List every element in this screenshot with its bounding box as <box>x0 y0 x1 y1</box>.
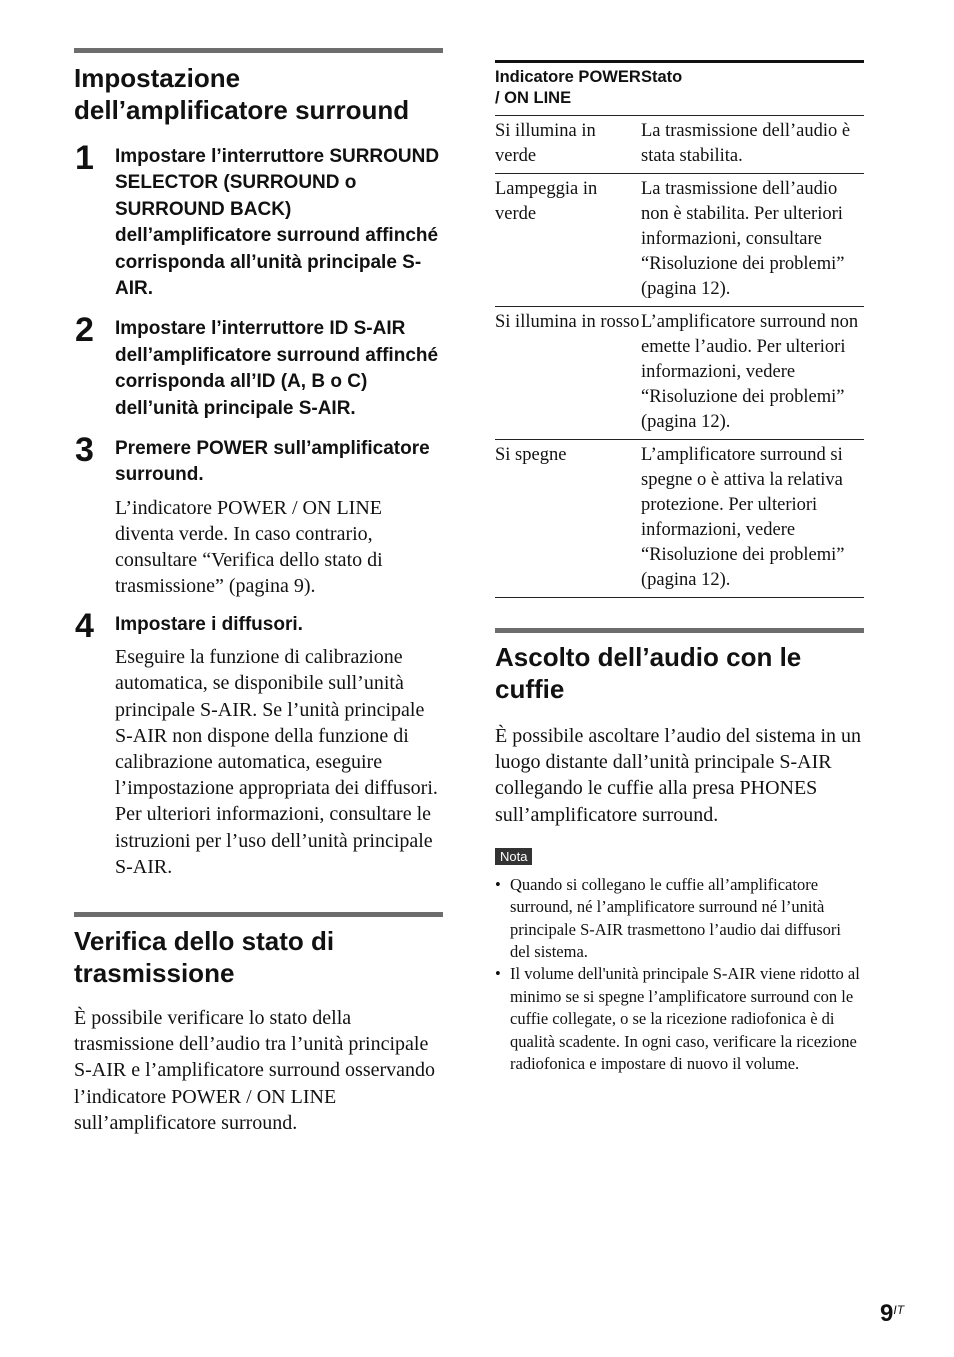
status-cell: La trasmissione dell’audio non è stabilita. Per ulteriori informazioni, consultare “Risoluzione dei problemi” (pagina 12). <box>641 179 845 299</box>
table-row <box>495 116 864 174</box>
list-item <box>495 874 864 964</box>
step-instruction: Premere POWER sull’amplificatore surround. <box>115 438 430 486</box>
section-title-setup: Impostazione dell’amplificatore surround <box>74 63 410 125</box>
note-badge: Nota <box>495 848 532 865</box>
left-column <box>74 48 443 1136</box>
note-block <box>495 848 864 1076</box>
table-row <box>495 440 864 598</box>
section-title-headphones: Ascolto dell’audio con le cuffie <box>495 642 802 704</box>
step-description: L’indicatore POWER / ON LINE diventa verde. In caso contrario, consultare “Verifica dello stato di trasmissione” (pagina 9). <box>115 496 383 598</box>
indicator-cell: Si illumina in rosso <box>495 312 640 332</box>
step-instruction: Impostare l’interruttore ID S-AIR dell’amplificatore surround affinché corrisponda all’ID (A, B o C) dell’unità principale S-AIR. <box>115 318 439 419</box>
column-header-indicator: Indicatore POWER / ON LINE <box>495 68 641 107</box>
step-2 <box>74 312 443 422</box>
page-number <box>880 1300 904 1328</box>
step-number: 2 <box>75 311 94 350</box>
table-row <box>495 174 864 307</box>
step-instruction: Impostare i diffusori. <box>115 613 303 635</box>
status-cell: La trasmissione dell’audio è stata stabilita. <box>641 121 851 166</box>
bullet-icon: • <box>495 874 501 894</box>
step-3 <box>74 432 443 600</box>
right-column <box>495 60 864 1075</box>
verify-description: È possibile verificare lo stato della trasmissione dell’audio tra l’unità principale S-AIR e l’amplificatore surround osservando l’indicatore POWER / ON LINE sull’amplificatore surround. <box>74 1006 436 1134</box>
step-number: 1 <box>75 139 94 177</box>
step-4 <box>74 608 443 880</box>
status-table <box>495 60 864 598</box>
section-title-verify: Verifica dello stato di trasmissione <box>74 925 335 988</box>
table-row <box>495 307 864 440</box>
step-instruction: Impostare l’interruttore SURROUND SELECTOR (SURROUND o SURROUND BACK) dell’amplificatore surround affinché corrisponda all’unità principale S-AIR. <box>115 146 440 300</box>
table-header-row <box>495 62 864 116</box>
status-cell: L’amplificatore surround si spegne o è attiva la relativa protezione. Per ulteriori informazioni, vedere “Risoluzione dei problemi” (pagina 12). <box>641 445 845 590</box>
indicator-cell: Si illumina in verde <box>495 121 596 166</box>
note-list <box>495 874 864 1076</box>
status-cell: L’amplificatore surround non emette l’audio. Per ulteriori informazioni, vedere “Risoluzione dei problemi” (pagina 12). <box>641 312 859 432</box>
step-number: 4 <box>75 606 94 645</box>
note-text: Quando si collegano le cuffie all’amplificatore surround, né l’amplificatore surround né l’unità principale S-AIR trasmettono l’audio dai diffusori del sistema. <box>510 874 841 962</box>
indicator-cell: Lampeggia in verde <box>495 179 598 224</box>
column-header-status: Stato <box>641 68 683 86</box>
page-language-suffix: IT <box>893 1303 905 1317</box>
step-number: 3 <box>75 431 94 470</box>
bullet-icon: • <box>495 964 501 984</box>
step-description: Eseguire la funzione di calibrazione automatica, se disponibile sull’unità principale S-AIR. Se l’unità principale S-AIR non dispone della funzione di calibrazione automatica, eseguire l’impostazione appropriata dei diffusori. Per ulteriori informazioni, consultare le istruzioni per l’uso dell’unità principale S-AIR. <box>115 646 438 878</box>
section-rule <box>74 48 443 53</box>
headphones-description: È possibile ascoltare l’audio del sistema in un luogo distante dall’unità principale S-AIR collegando le cuffie alla presa PHONES sull’amplificatore surround. <box>495 725 862 826</box>
note-text: Il volume dell'unità principale S-AIR viene ridotto al minimo se si spegne l’amplificatore surround con le cuffie collegate, o se la ricezione radiofonica è di qualità scadente. In ogni caso, verificare la ricezione radiofonica e impostare di nuovo il volume. <box>510 964 860 1074</box>
step-1 <box>74 140 443 302</box>
indicator-cell: Si spegne <box>495 445 567 465</box>
section-rule <box>495 628 864 633</box>
section-rule <box>74 912 443 917</box>
list-item <box>495 963 864 1075</box>
page-number-value: 9 <box>880 1300 894 1327</box>
